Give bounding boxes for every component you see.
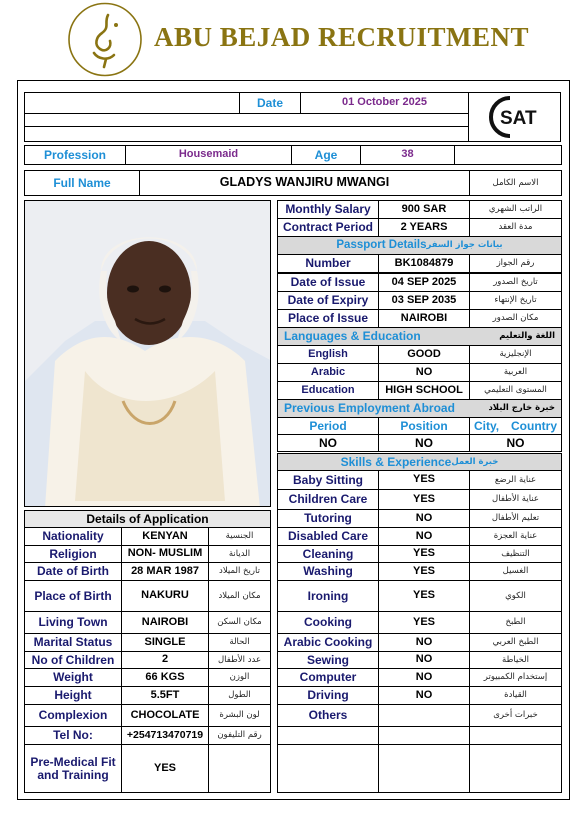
passport-row-value: NAIROBI bbox=[378, 309, 470, 328]
skill-row-label: Children Care bbox=[277, 489, 379, 510]
skill-row-ar: التنظيف bbox=[469, 545, 562, 563]
application-row-ar: الجنسية bbox=[208, 527, 271, 546]
employment-heading bbox=[277, 399, 562, 418]
skill-row-value: NO bbox=[378, 686, 470, 705]
application-row-value: 2 bbox=[121, 651, 209, 669]
skill-row-label: Driving bbox=[277, 686, 379, 705]
skill-row-label: Cooking bbox=[277, 611, 379, 634]
skills-blank-6 bbox=[469, 744, 562, 793]
application-row-label: Religion bbox=[24, 545, 122, 563]
employment-col-position: Position bbox=[378, 417, 470, 435]
application-row-value: YES bbox=[121, 744, 209, 793]
application-row-ar: تاريخ الميلاد bbox=[208, 562, 271, 581]
sat-logo-icon bbox=[480, 94, 550, 140]
application-row-label: Height bbox=[24, 686, 122, 705]
employment-heading-ar: خبرة خارج البلاد bbox=[488, 403, 555, 414]
sat-logo-box bbox=[468, 92, 561, 142]
skill-row-ar: عناية الرضع bbox=[469, 470, 562, 490]
application-row-ar: الديانة bbox=[208, 545, 271, 563]
languages-heading bbox=[277, 327, 562, 346]
skill-row-ar: عناية الأطفال bbox=[469, 489, 562, 510]
language-row-value: NO bbox=[378, 363, 470, 382]
skill-row-ar: القيادة bbox=[469, 686, 562, 705]
application-row-label: Date of Birth bbox=[24, 562, 122, 581]
application-row-ar: مكان السكن bbox=[208, 611, 271, 634]
profession-blank bbox=[454, 145, 562, 165]
skills-heading-en: Skills & Experience bbox=[340, 454, 452, 469]
skill-row-value: YES bbox=[378, 580, 470, 612]
skill-row-value: NO bbox=[378, 651, 470, 669]
passport-row-ar: رقم الجواز bbox=[469, 254, 562, 273]
salary-value: 900 SAR bbox=[378, 200, 470, 219]
skills-blank-2 bbox=[378, 726, 470, 745]
application-row-ar: الطول bbox=[208, 686, 271, 705]
language-row-label: Arabic bbox=[277, 363, 379, 382]
skill-row-ar: الطبخ bbox=[469, 611, 562, 634]
passport-row-ar: تاريخ الإنتهاء bbox=[469, 291, 562, 310]
application-row-label: Complexion bbox=[24, 704, 122, 727]
application-row-value: 28 MAR 1987 bbox=[121, 562, 209, 581]
skill-row-label: Sewing bbox=[277, 651, 379, 669]
skill-row-ar: الخياطة bbox=[469, 651, 562, 669]
skill-row-value: YES bbox=[378, 470, 470, 490]
skill-row-ar: خبرات أخرى bbox=[469, 704, 562, 727]
application-row-label: Marital Status bbox=[24, 633, 122, 652]
language-row-label: Education bbox=[277, 381, 379, 400]
employment-city-country: NO bbox=[469, 434, 562, 452]
skill-row-value: NO bbox=[378, 668, 470, 687]
date-label: Date bbox=[239, 92, 301, 114]
passport-row-ar: مكان الصدور bbox=[469, 309, 562, 328]
skill-row-label: Ironing bbox=[277, 580, 379, 612]
skills-blank-1 bbox=[277, 726, 379, 745]
skills-blank-3 bbox=[469, 726, 562, 745]
application-row-ar: عدد الأطفال bbox=[208, 651, 271, 669]
passport-row-value: 03 SEP 2035 bbox=[378, 291, 470, 310]
language-row-value: GOOD bbox=[378, 345, 470, 364]
language-row-ar: المستوى التعليمي bbox=[469, 381, 562, 400]
passport-row-value: 04 SEP 2025 bbox=[378, 273, 470, 292]
skill-row-label: Tutoring bbox=[277, 509, 379, 528]
language-row-ar: العربية bbox=[469, 363, 562, 382]
application-row-ar: مكان الميلاد bbox=[208, 580, 271, 612]
passport-heading bbox=[277, 236, 562, 255]
application-row-ar bbox=[208, 744, 271, 793]
application-row-label: No of Children bbox=[24, 651, 122, 669]
age-label: Age bbox=[291, 145, 361, 165]
skill-row-value: NO bbox=[378, 633, 470, 652]
skill-row-value: YES bbox=[378, 611, 470, 634]
employment-period: NO bbox=[277, 434, 379, 452]
skill-row-ar: عناية العجزة bbox=[469, 527, 562, 546]
salary-ar: الراتب الشهري bbox=[469, 200, 562, 219]
application-row-label: Tel No: bbox=[24, 726, 122, 745]
language-row-value: HIGH SCHOOL bbox=[378, 381, 470, 400]
profession-label: Profession bbox=[24, 145, 126, 165]
passport-heading-en: Passport Details bbox=[336, 239, 427, 252]
company-logo bbox=[64, 1, 146, 78]
employment-col-city-country bbox=[469, 417, 562, 435]
skills-heading bbox=[277, 453, 562, 471]
date-value: 01 October 2025 bbox=[300, 92, 469, 114]
employment-position: NO bbox=[378, 434, 470, 452]
full-name-ar: الاسم الكامل bbox=[469, 170, 562, 196]
employment-col-country: Country bbox=[511, 418, 557, 433]
passport-row-label: Date of Issue bbox=[277, 273, 379, 292]
skills-blank-5 bbox=[378, 744, 470, 793]
skill-row-value: YES bbox=[378, 562, 470, 581]
languages-heading-en: Languages & Education bbox=[284, 329, 421, 344]
top-blank bbox=[24, 92, 240, 114]
candidate-photo bbox=[24, 200, 271, 507]
application-row-ar: الحالة bbox=[208, 633, 271, 652]
application-row-value: NAIROBI bbox=[121, 611, 209, 634]
employment-col-city: City, bbox=[474, 418, 500, 433]
profession-value: Housemaid bbox=[125, 145, 292, 165]
application-row-label: Nationality bbox=[24, 527, 122, 546]
contract-value: 2 YEARS bbox=[378, 218, 470, 237]
application-row-value: 5.5FT bbox=[121, 686, 209, 705]
employment-heading-en: Previous Employment Abroad bbox=[284, 401, 455, 416]
skill-row-label: Computer bbox=[277, 668, 379, 687]
application-row-value: +254713470719 bbox=[121, 726, 209, 745]
passport-row-label: Number bbox=[277, 254, 379, 273]
passport-row-label: Place of Issue bbox=[277, 309, 379, 328]
application-row-ar: لون البشرة bbox=[208, 704, 271, 727]
age-value: 38 bbox=[360, 145, 455, 165]
application-row-value: CHOCOLATE bbox=[121, 704, 209, 727]
application-row-value: SINGLE bbox=[121, 633, 209, 652]
skill-row-value: NO bbox=[378, 527, 470, 546]
skill-row-label: Arabic Cooking bbox=[277, 633, 379, 652]
top-blank-row2 bbox=[24, 113, 469, 127]
passport-heading-ar: بيانات جواز السفر bbox=[426, 240, 503, 251]
passport-row-value: BK1084879 bbox=[378, 254, 470, 273]
application-heading: Details of Application bbox=[24, 510, 271, 528]
sat-logo-text: SAT bbox=[499, 108, 537, 129]
passport-row-label: Date of Expiry bbox=[277, 291, 379, 310]
application-row-value: NAKURU bbox=[121, 580, 209, 612]
application-row-value: 66 KGS bbox=[121, 668, 209, 687]
application-row-label: Place of Birth bbox=[24, 580, 122, 612]
skills-blank-4 bbox=[277, 744, 379, 793]
application-row-label: Living Town bbox=[24, 611, 122, 634]
language-row-label: English bbox=[277, 345, 379, 364]
top-blank-row3 bbox=[24, 126, 469, 142]
language-row-ar: الإنجليزية bbox=[469, 345, 562, 364]
languages-heading-ar: اللغة والتعليم bbox=[499, 331, 555, 342]
passport-row-ar: تاريخ الصدور bbox=[469, 273, 562, 292]
skill-row-value: YES bbox=[378, 545, 470, 563]
skill-row-value: NO bbox=[378, 509, 470, 528]
full-name-label: Full Name bbox=[24, 170, 140, 196]
skill-row-label: Washing bbox=[277, 562, 379, 581]
application-row-label: Weight bbox=[24, 668, 122, 687]
application-row-ar: الوزن bbox=[208, 668, 271, 687]
skill-row-label: Others bbox=[277, 704, 379, 727]
full-name-value: GLADYS WANJIRU MWANGI bbox=[139, 170, 470, 196]
company-name: ABU BEJAD RECRUITMENT bbox=[154, 22, 530, 52]
employment-col-period: Period bbox=[277, 417, 379, 435]
application-row-value: KENYAN bbox=[121, 527, 209, 546]
skills-heading-ar: خبرة العمل bbox=[451, 456, 499, 467]
skill-row-value: YES bbox=[378, 489, 470, 510]
contract-label: Contract Period bbox=[277, 218, 379, 237]
skill-row-ar: الغسيل bbox=[469, 562, 562, 581]
skill-row-label: Baby Sitting bbox=[277, 470, 379, 490]
application-row-label: Pre-Medical Fit and Training bbox=[24, 744, 122, 793]
application-row-ar: رقم التليفون bbox=[208, 726, 271, 745]
skill-row-ar: الطبخ العربي bbox=[469, 633, 562, 652]
skill-row-ar: إستخدام الكمبيوتر bbox=[469, 668, 562, 687]
contract-ar: مدة العقد bbox=[469, 218, 562, 237]
application-row-value: NON- MUSLIM bbox=[121, 545, 209, 563]
skill-row-value bbox=[378, 704, 470, 727]
salary-label: Monthly Salary bbox=[277, 200, 379, 219]
skill-row-label: Disabled Care bbox=[277, 527, 379, 546]
skill-row-label: Cleaning bbox=[277, 545, 379, 563]
skill-row-ar: الكوي bbox=[469, 580, 562, 612]
skill-row-ar: تعليم الأطفال bbox=[469, 509, 562, 528]
